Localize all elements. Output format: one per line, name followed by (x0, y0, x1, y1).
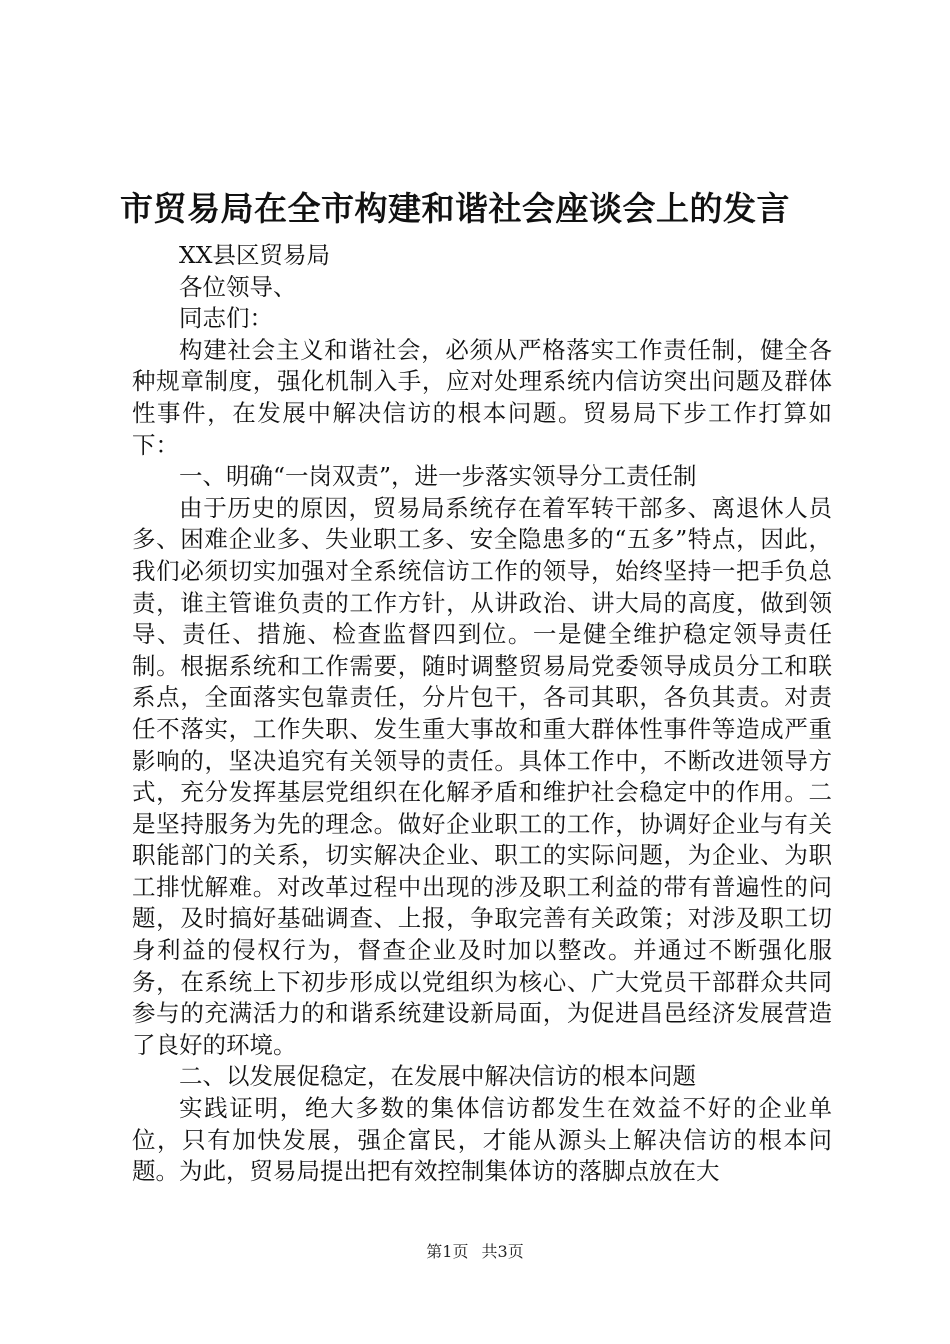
intro-paragraph: 构建社会主义和谐社会，必须从严格落实工作责任制，健全各种规章制度，强化机制入手，应对处理系统内信访突出问题及群体性事件，在发展中解决信访的根本问题。贸易局下步工作打算如下： (132, 335, 832, 459)
section-2-paragraph: 实践证明，绝大多数的集体信访都发生在效益不好的企业单位，只有加快发展，强企富民，才能从源头上解决信访的根本问题。为此，贸易局提出把有效控制集体访的落脚点放在大 (132, 1094, 832, 1186)
section-heading-2: 二、以发展促稳定，在发展中解决信访的根本问题 (179, 1062, 696, 1091)
section-heading-1: 一、明确“一岗双责”，进一步落实领导分工责任制 (179, 462, 697, 491)
salutation-line-1: 各位领导、 (179, 272, 297, 301)
page-footer (0, 1242, 950, 1262)
section-1-paragraph: 由于历史的原因，贸易局系统存在着军转干部多、离退休人员多、困难企业多、失业职工多、安全隐患多的“五多”特点，因此，我们必须切实加强对全系统信访工作的领导，始终坚持一把手负总责，谁主管谁负责的工作方针，从讲政治、讲大局的高度，做到领导、责任、措施、检查监督四到位。一是健全维护稳定领导责任制。根据系统和工作需要，随时调整贸易局党委领导成员分工和联系点，全面落实包靠责任，分片包干，各司其职，各负其责。对责任不落实，工作失职、发生重大事故和重大群体性事件等造成严重影响的，坚决追究有关领导的责任。具体工作中，不断改进领导方式，充分发挥基层党组织在化解矛盾和维护社会稳定中的作用。二是坚持服务为先的理念。做好企业职工的工作，协调好企业与有关职能部门的关系，切实解决企业、职工的实际问题，为企业、为职工排忧解难。对改革过程中出现的涉及职工利益的带有普遍性的问题，及时搞好基础调查、上报，争取完善有关政策；对涉及职工切身利益的侵权行为，督查企业及时加以整改。并通过不断强化服务，在系统上下初步形成以党组织为核心、广大党员干部群众共同参与的充满活力的和谐系统建设新局面，为促进昌邑经济发展营造了良好的环境。 (132, 493, 832, 1059)
page-total: 共3页 (481, 1242, 524, 1261)
salutation-line-2: 同志们： (179, 304, 273, 333)
author-line: XX县区贸易局 (179, 241, 330, 269)
document-body (132, 240, 832, 1188)
page-number: 第1页 (426, 1242, 469, 1261)
document-title: 市贸易局在全市构建和谐社会座谈会上的发言 (120, 189, 790, 228)
